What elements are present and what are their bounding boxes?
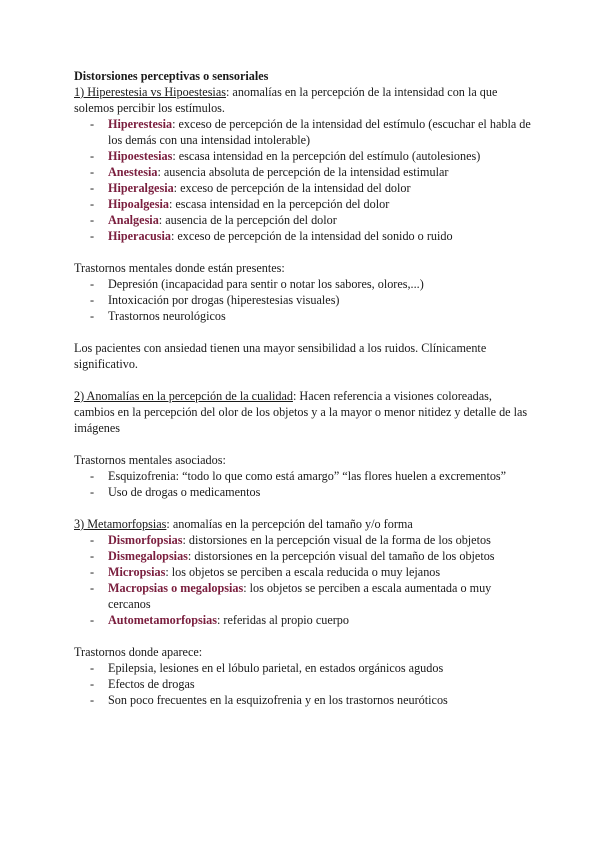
list-item bbox=[108, 180, 534, 196]
section-3-term-list bbox=[74, 532, 534, 628]
list-item bbox=[108, 196, 534, 212]
document-title: Distorsiones perceptivas o sensoriales bbox=[74, 69, 269, 83]
term: Hiperalgesia bbox=[108, 181, 174, 195]
list-item bbox=[108, 580, 534, 612]
section-1-note: Los pacientes con ansiedad tienen una mayor sensibilidad a los ruidos. Clínicamente significativo. bbox=[74, 341, 487, 371]
section-2-heading bbox=[74, 388, 534, 436]
term: Analgesia bbox=[108, 213, 159, 227]
term: Anestesia bbox=[108, 165, 158, 179]
definition: : escasa intensidad en la percepción del estímulo (autolesiones) bbox=[172, 149, 481, 163]
section-1-disorders-list bbox=[74, 276, 534, 324]
definition: : los objetos se perciben a escala reducida o muy lejanos bbox=[165, 565, 441, 579]
definition: : los objetos se perciben a escala aumentada o muy cercanos bbox=[108, 581, 492, 611]
list-item: - Esquizofrenia: “todo lo que como está amargo” “las flores huelen a excrementos” bbox=[108, 468, 534, 484]
definition: : exceso de percepción de la intensidad del dolor bbox=[173, 181, 411, 195]
list-item: - Intoxicación por drogas (hiperestesias visuales) bbox=[108, 292, 534, 308]
definition: : ausencia de la percepción del dolor bbox=[158, 213, 337, 227]
list-item bbox=[108, 564, 534, 580]
document-page bbox=[74, 68, 534, 708]
term: Hiperestesia bbox=[108, 117, 173, 131]
definition: : exceso de percepción de la intensidad del estímulo (escuchar el habla de los demás con una intensidad intolerable) bbox=[108, 117, 531, 147]
section-2-title: 2) Anomalías en la percepción de la cualidad bbox=[74, 389, 293, 403]
section-3-title: 3) Metamorfopsias bbox=[74, 517, 167, 531]
list-item: - Epilepsia, lesiones en el lóbulo parietal, en estados orgánicos agudos bbox=[108, 660, 534, 676]
term: Macropsias o megalopsias bbox=[108, 581, 244, 595]
section-3-heading bbox=[74, 516, 534, 532]
list-item bbox=[108, 532, 534, 548]
definition: : ausencia absoluta de percepción de la intensidad estimular bbox=[157, 165, 449, 179]
definition: : distorsiones en la percepción visual de la forma de los objetos bbox=[182, 533, 491, 547]
section-1-disorders-intro: Trastornos mentales donde están presentes: bbox=[74, 261, 285, 275]
list-item: - Trastornos neurológicos bbox=[108, 308, 534, 324]
term: Dismorfopsias bbox=[108, 533, 183, 547]
term: Hiperacusia bbox=[108, 229, 171, 243]
list-item bbox=[108, 548, 534, 564]
list-item bbox=[108, 228, 534, 244]
term: Micropsias bbox=[108, 565, 166, 579]
section-1-description: : anomalías en la percepción de la intensidad con la que solemos percibir los estímulos. bbox=[74, 85, 498, 115]
list-item bbox=[108, 148, 534, 164]
term: Autometamorfopsias bbox=[108, 613, 217, 627]
definition: : distorsiones en la percepción visual del tamaño de los objetos bbox=[187, 549, 495, 563]
section-2-disorders-list bbox=[74, 468, 534, 500]
section-3-description: : anomalías en la percepción del tamaño y/o forma bbox=[166, 517, 413, 531]
section-3-disorders-intro: Trastornos donde aparece: bbox=[74, 645, 203, 659]
definition: : exceso de percepción de la intensidad del sonido o ruido bbox=[170, 229, 453, 243]
term: Hipoalgesia bbox=[108, 197, 169, 211]
list-item: - Depresión (incapacidad para sentir o notar los sabores, olores,...) bbox=[108, 276, 534, 292]
section-1-heading bbox=[74, 84, 534, 116]
list-item: - Efectos de drogas bbox=[108, 676, 534, 692]
term: Dismegalopsias bbox=[108, 549, 188, 563]
section-2-description: : Hacen referencia a visiones coloreadas, cambios en la percepción del olor de los objetos y a la mayor o menor nitidez y detalle de las imágenes bbox=[74, 389, 528, 435]
section-3-disorders-list bbox=[74, 660, 534, 708]
list-item bbox=[108, 116, 534, 148]
term: Hipoestesias bbox=[108, 149, 173, 163]
section-1-title: 1) Hiperestesia vs Hipoestesias bbox=[74, 85, 226, 99]
list-item: - Uso de drogas o medicamentos bbox=[108, 484, 534, 500]
section-1-term-list bbox=[74, 116, 534, 244]
list-item bbox=[108, 164, 534, 180]
section-2-disorders-intro: Trastornos mentales asociados: bbox=[74, 453, 226, 467]
list-item bbox=[108, 212, 534, 228]
definition: : referidas al propio cuerpo bbox=[217, 613, 349, 627]
list-item: - Son poco frecuentes en la esquizofrenia y en los trastornos neuróticos bbox=[108, 692, 534, 708]
definition: : escasa intensidad en la percepción del dolor bbox=[168, 197, 390, 211]
list-item bbox=[108, 612, 534, 628]
